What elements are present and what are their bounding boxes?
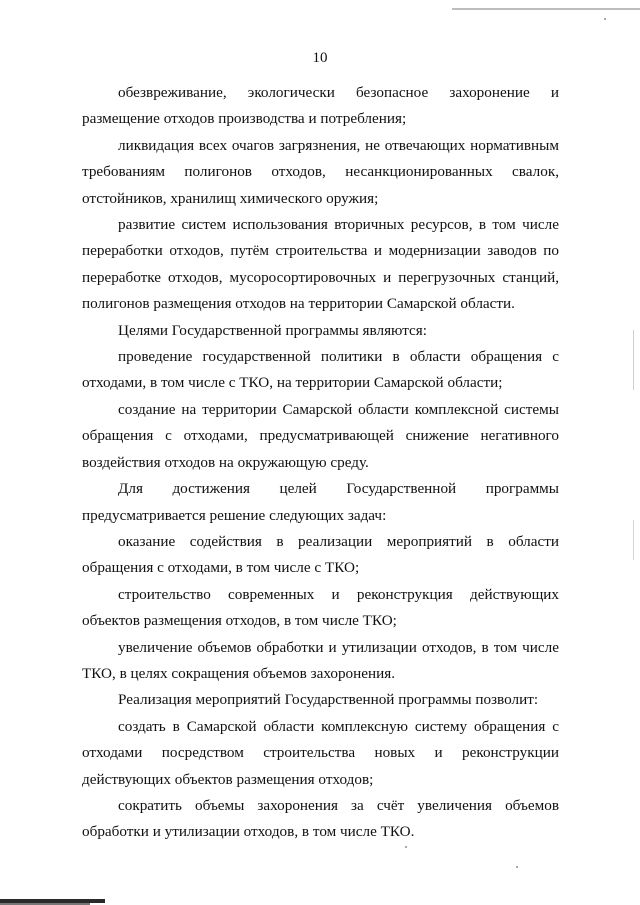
scan-speck <box>405 846 407 848</box>
document-body <box>82 80 559 846</box>
scan-margin-line <box>633 330 634 390</box>
scan-margin-line <box>633 520 634 560</box>
paragraph: Для достижения целей Государственной программы предусматривается решение следующих задач: <box>82 480 559 524</box>
paragraph: Целями Государственной программы являются: <box>118 321 427 339</box>
paragraph: проведение государственной политики в области обращения с отходами, в том числе с ТКО, на территории Самарской области; <box>82 348 559 392</box>
paragraph: развитие систем использования вторичных ресурсов, в том числе переработки отходов, путём строительства и модернизации заводов по переработке отходов, мусоросортировочных и перегрузочных станций, полигонов размещения отходов на территории Самарской области. <box>82 216 559 313</box>
paragraph: ликвидация всех очагов загрязнения, не отвечающих нормативным требованиям полигонов отходов, несанкционированных свалок, отстойников, хранилищ химического оружия; <box>82 136 559 207</box>
paragraph: строительство современных и реконструкция действующих объектов размещения отходов, в том числе ТКО; <box>82 585 559 630</box>
scan-edge-line <box>452 8 640 10</box>
paragraph: обезвреживание, экологически безопасное захоронение и размещение отходов производства и потребления; <box>82 84 559 128</box>
paragraph: сократить объемы захоронения за счёт увеличения объемов обработки и утилизации отходов, в том числе ТКО. <box>82 796 559 841</box>
paragraph: оказание содействия в реализации мероприятий в области обращения с отходами, в том числе с ТКО; <box>82 532 559 577</box>
paragraph: создать в Самарской области комплексную систему обращения с отходами посредством строительства новых и реконструкции действующих объектов размещения отходов; <box>82 717 559 788</box>
scan-speck <box>604 18 606 20</box>
page-number: 10 <box>312 50 328 66</box>
paragraph: увеличение объемов обработки и утилизации отходов, в том числе ТКО, в целях сокращения объемов захоронения. <box>82 638 559 682</box>
paragraph: Реализация мероприятий Государственной программы позволит: <box>118 691 539 709</box>
scan-speck <box>516 866 518 868</box>
paragraph: создание на территории Самарской области комплексной системы обращения с отходами, предусматривающей снижение негативного воздействия отходов на окружающую среду. <box>82 400 559 471</box>
